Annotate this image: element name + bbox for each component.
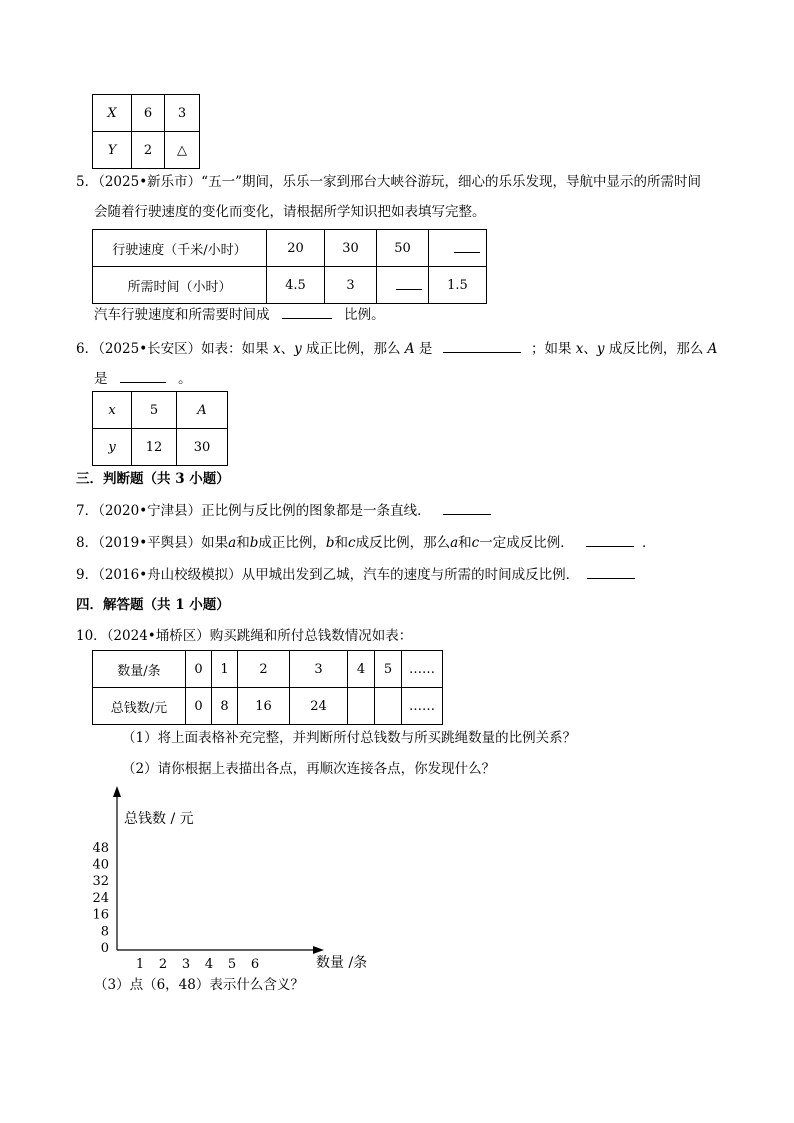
section-heading-3: 三．判断题（共 3 小题）: [76, 471, 230, 487]
question-number: 9．: [76, 567, 99, 583]
y-tick-label: 48: [92, 840, 109, 856]
var-a: A: [707, 341, 718, 357]
text: ．: [642, 535, 656, 551]
y-tick-label: 8: [100, 924, 109, 940]
question-text: 购买跳绳和所付总钱数情况如表：: [209, 628, 413, 644]
table-cell: 12: [132, 429, 177, 466]
x-tick-label: 4: [204, 957, 214, 972]
question-number: 10．: [76, 628, 107, 644]
question-number: 7．: [76, 503, 99, 519]
table-cell: 总钱数/元: [93, 688, 186, 725]
question-10-sub-2: （2）请你根据上表描出各点，再顺次连接各点，你发现什么？: [122, 761, 496, 777]
text: 成正比例，那么: [306, 341, 401, 357]
text: 如表：如果: [201, 341, 269, 357]
question-number: 5．: [76, 174, 99, 190]
x-tick-label: 2: [158, 957, 168, 972]
question-source: （2019•平舆县）: [98, 535, 202, 551]
question-text: 从甲城出发到乙城，汽车的速度与所需的时间成反比例．: [241, 567, 580, 583]
table-cell: 1: [212, 651, 238, 688]
text: 成反比例，那么: [608, 341, 704, 357]
text: 成反比例，那么: [355, 535, 451, 551]
table-cell: 5: [132, 392, 177, 429]
chart-layer: [92, 786, 367, 972]
var-x: x: [272, 341, 281, 357]
table-cell: 50: [377, 230, 429, 267]
x-tick-label: 5: [227, 957, 237, 972]
table-cell: X: [93, 95, 132, 132]
table-cell: 3: [290, 651, 348, 688]
table-cell: x: [93, 392, 132, 429]
text: 是: [418, 341, 433, 357]
table-cell: ……: [402, 651, 443, 688]
var-b: b: [325, 535, 335, 551]
text: 比例。: [344, 307, 385, 323]
table-cell: △: [165, 132, 200, 169]
var-y: y: [294, 341, 302, 357]
table-cell: 30: [325, 230, 377, 267]
table-cell: 2: [238, 651, 290, 688]
question-10-sub-3: （3）点（6，48）表示什么含义？: [94, 977, 304, 993]
table-cell: 4.5: [267, 267, 325, 304]
var-a: a: [228, 535, 237, 551]
table-cell: 4: [348, 651, 375, 688]
table-cell: 20: [267, 230, 325, 267]
table-cell: 2: [132, 132, 165, 169]
text: 和: [236, 535, 250, 551]
var-c: c: [471, 535, 480, 551]
y-tick-label: 0: [100, 941, 109, 956]
question-source: （2024•埇桥区）: [106, 628, 210, 644]
question-number: 6．: [76, 341, 99, 357]
table-cell: 3: [165, 95, 200, 132]
y-tick-label: 32: [92, 874, 109, 890]
table-cell: 3: [325, 267, 377, 304]
question-5-line2: 会随着行驶速度的变化而变化，请根据所学知识把如表填写完整。: [94, 204, 486, 220]
text: 汽车行驶速度和所需要时间成: [94, 307, 270, 323]
x-tick-label: 6: [250, 957, 260, 972]
var-a: a: [450, 535, 459, 551]
text: 。: [178, 371, 192, 387]
table-cell: ……: [402, 688, 443, 725]
y-tick-label: 24: [92, 890, 109, 906]
text: 和: [334, 535, 349, 551]
question-source: （2016•舟山校级模拟）: [98, 567, 242, 583]
x-axis-arrow: [313, 946, 324, 954]
table-cell: 5: [375, 651, 402, 688]
table-cell: 行驶速度（千米/小时）: [93, 230, 267, 267]
text: 是: [94, 371, 108, 387]
var-y: y: [596, 341, 605, 357]
table-cell: 30: [177, 429, 228, 466]
question-number: 8．: [76, 535, 99, 551]
table-cell: 6: [132, 95, 165, 132]
question-source: （2020•宁津县）: [98, 503, 202, 519]
table-cell: y: [93, 429, 132, 466]
table-cell: 0: [186, 688, 212, 725]
y-axis-arrow: [113, 786, 121, 797]
x-axis-label: 数量 /条: [316, 955, 368, 971]
question-source: （2025•长安区）: [98, 341, 202, 357]
text: 、: [280, 341, 295, 357]
table-cell: 所需时间（小时）: [93, 267, 267, 304]
table-cell: 24: [290, 688, 348, 725]
question-source: （2025•新乐市）: [98, 174, 202, 190]
question-10-sub-1: （1）将上面表格补充完整，并判断所付总钱数与所买跳绳数量的比例关系？: [122, 730, 577, 746]
section-heading-4: 四．解答题（共 1 小题）: [76, 597, 230, 613]
text: 和: [458, 535, 472, 551]
var-x: x: [575, 341, 584, 357]
var-a: A: [404, 341, 415, 357]
x-tick-label: 1: [135, 957, 145, 972]
var-b: b: [249, 535, 259, 551]
text: 一定成反比例．: [479, 535, 574, 551]
text: 、: [583, 341, 597, 357]
y-tick-label: 40: [92, 857, 109, 873]
text: 成正比例，: [258, 535, 326, 551]
table-cell: 数量/条: [93, 651, 186, 688]
y-axis-label: 总钱数 / 元: [124, 811, 194, 827]
x-tick-label: 3: [181, 957, 191, 972]
text: ；如果: [530, 341, 572, 357]
table-cell: Y: [93, 132, 132, 169]
question-text: 正比例与反比例的图象都是一条直线．: [201, 503, 431, 519]
y-tick-label: 16: [92, 907, 109, 923]
question-text: “五一”期间，乐乐一家到邢台大峡谷游玩，细心的乐乐发现，导航中显示的所需时间: [201, 174, 701, 190]
table-cell: 8: [212, 688, 238, 725]
var-c: c: [348, 535, 356, 551]
table-cell: A: [177, 392, 228, 429]
table-cell: 1.5: [429, 267, 487, 304]
table-cell: 16: [238, 688, 290, 725]
table-cell: 0: [186, 651, 212, 688]
text: 如果: [201, 535, 229, 551]
